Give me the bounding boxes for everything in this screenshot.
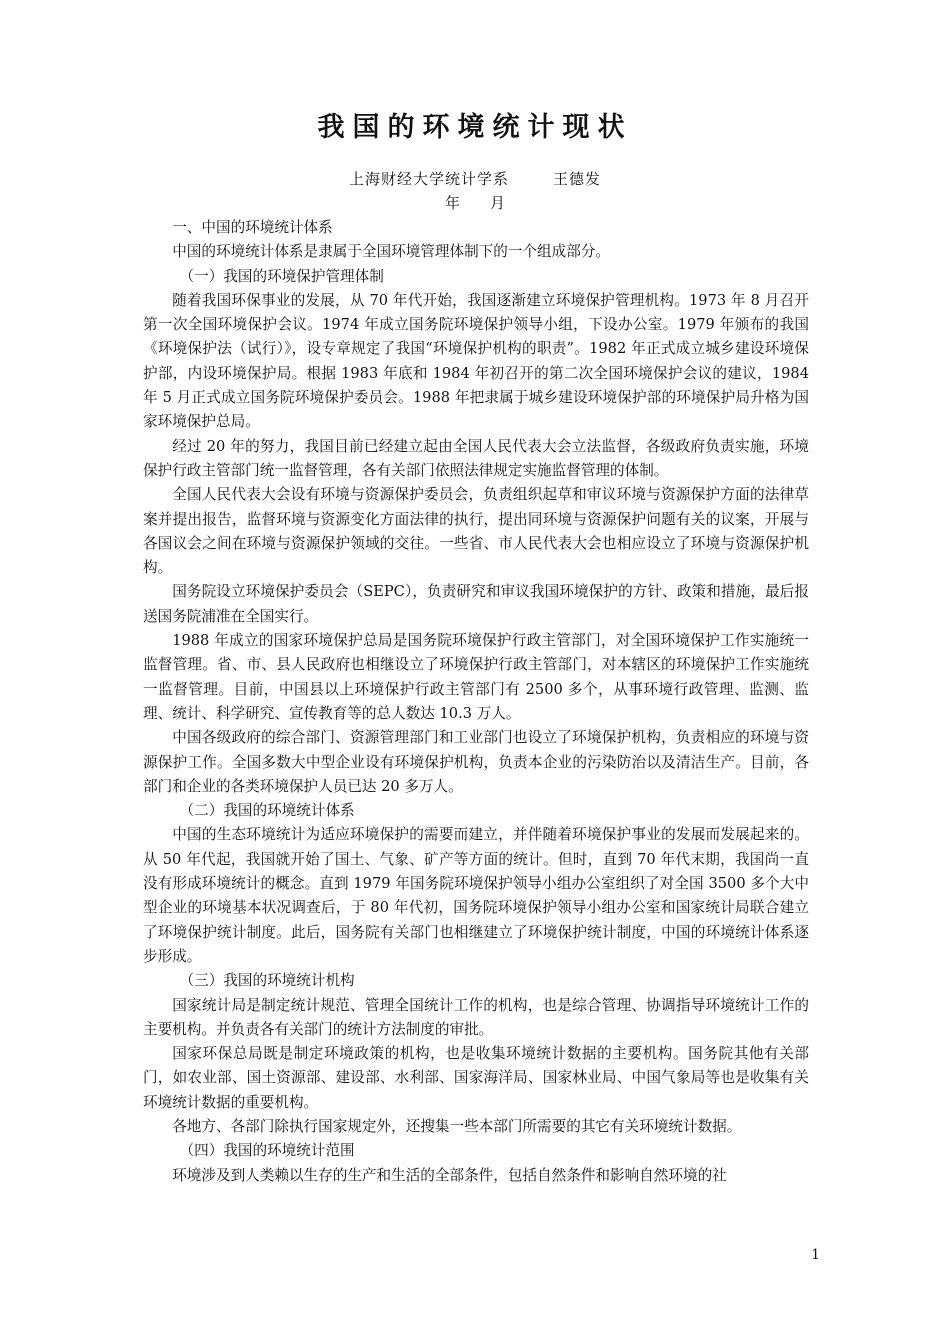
paragraph: 全国人民代表大会设有环境与资源保护委员会，负责组织起草和审议环境与资源保护方面的法律草案并提出报告，监督环境与资源变化方面法律的执行，提出同环境与资源保护问题有关的议案，开展与各国议会之间在环境与资源保护领域的交往。一些省、市人民代表大会也相应设立了环境与资源保护机构。 — [143, 486, 809, 577]
paragraph: 随着我国环保事业的发展，从 70 年代开始，我国逐渐建立环境保护管理机构。1973 年 8 月召开第一次全国环境保护会议。1974 年成立国务院环境保护领导小组，下设办公室。1979 年颁布的我国《环境保护法（试行）》，设专章规定了我国“环境保护机构的职责”。1982 年正式成立城乡建设环境保护部，内设环境保护局。根据 1983 年底和 1984 年初召开的第二次全国环境保护会议的建议，1984 年 5 月正式成立国务院环境保护委员会。1988 年把隶属于城乡建设环境保护部的环境保护局升格为国家环境保护总局。 — [143, 291, 809, 431]
paragraph: 经过 20 年的努力，我国目前已经建立起由全国人民代表大会立法监督，各级政府负责实施，环境保护行政主管部门统一监督管理，各有关部门依照法律规定实施监督管理的体制。 — [143, 437, 809, 479]
date-month: 月 — [490, 194, 506, 212]
paragraph: 中国各级政府的综合部门、资源管理部门和工业部门也设立了环境保护机构，负责相应的环境与资源保护工作。全国多数大中型企业设有环境保护机构，负责本企业的污染防治以及清洁生产。目前，各部门和企业的各类环境保护人员已达 20 多万人。 — [143, 729, 809, 795]
paragraph: 国家环保总局既是制定环境政策的机构，也是收集环境统计数据的主要机构。国务院其他有关部门，如农业部、国土资源部、建设部、水利部、国家海洋局、国家林业局、中国气象局等也是收集有关环境统计数据的重要机构。 — [143, 1045, 809, 1111]
paragraph: 中国的环境统计体系是隶属于全国环境管理体制下的一个组成部分。 — [172, 243, 611, 261]
page-number: 1 — [811, 1247, 820, 1263]
paragraph: 国家统计局是制定统计规范、管理全国统计工作的机构，也是综合管理、协调指导环境统计工作的主要机构。并负责各有关部门的统计方法制度的审批。 — [143, 996, 809, 1038]
paragraph: 1988 年成立的国家环境保护总局是国务院环境保护行政主管部门，对全国环境保护工作实施统一监督管理。省、市、县人民政府也相继设立了环境保护行政主管部门，对本辖区的环境保护工作实施统一监督管理。目前，中国县以上环境保护行政主管部门有 2500 多个，从事环境行政管理、监测、监理、统计、科学研究、宣传教育等的总人数达 10.3 万人。 — [143, 632, 809, 722]
document-body — [143, 216, 809, 1188]
author-affiliation: 上海财经大学统计学系 — [348, 170, 509, 188]
subsection-heading: （三）我国的环境统计机构 — [179, 972, 355, 990]
section-heading: 一、中国的环境统计体系 — [172, 219, 333, 236]
subsection-heading: （四）我国的环境统计范围 — [179, 1142, 355, 1160]
paragraph: 各地方、各部门除执行国家规定外，还搜集一些本部门所需要的其它有关环境统计数据。 — [172, 1117, 742, 1135]
date-line — [0, 192, 950, 214]
date-year: 年 — [444, 194, 460, 212]
subsection-heading: （一）我国的环境保护管理体制 — [179, 267, 384, 285]
paragraph: 国务院设立环境保护委员会（SEPC），负责研究和审议我国环境保护的方针、政策和措施，最后报送国务院浦准在全国实行。 — [143, 583, 809, 625]
document-title: 我国的环境统计现状 — [317, 112, 633, 143]
subsection-heading: （二）我国的环境统计体系 — [179, 802, 355, 820]
author-name: 王德发 — [553, 170, 602, 188]
paragraph: 环境涉及到人类赖以生存的生产和生活的全部条件，包括自然条件和影响自然环境的社 — [172, 1166, 727, 1184]
author-line — [0, 168, 950, 190]
paragraph: 中国的生态环境统计为适应环境保护的需要而建立，并伴随着环境保护事业的发展而发展起来的。从 50 年代起，我国就开始了国土、气象、矿产等方面的统计。但时，直到 70 年代末期，我国尚一直没有形成环境统计的概念。直到 1979 年国务院环境保护领导小组办公室组织了对全国 3500 多个大中型企业的环境基本状况调查后，于 80 年代初，国务院环境保护领导小组办公室和国家统计局联合建立了环境保护统计制度。此后，国务院有关部门也相继建立了环境保护统计制度，中国的环境统计体系逐步形成。 — [143, 826, 809, 965]
